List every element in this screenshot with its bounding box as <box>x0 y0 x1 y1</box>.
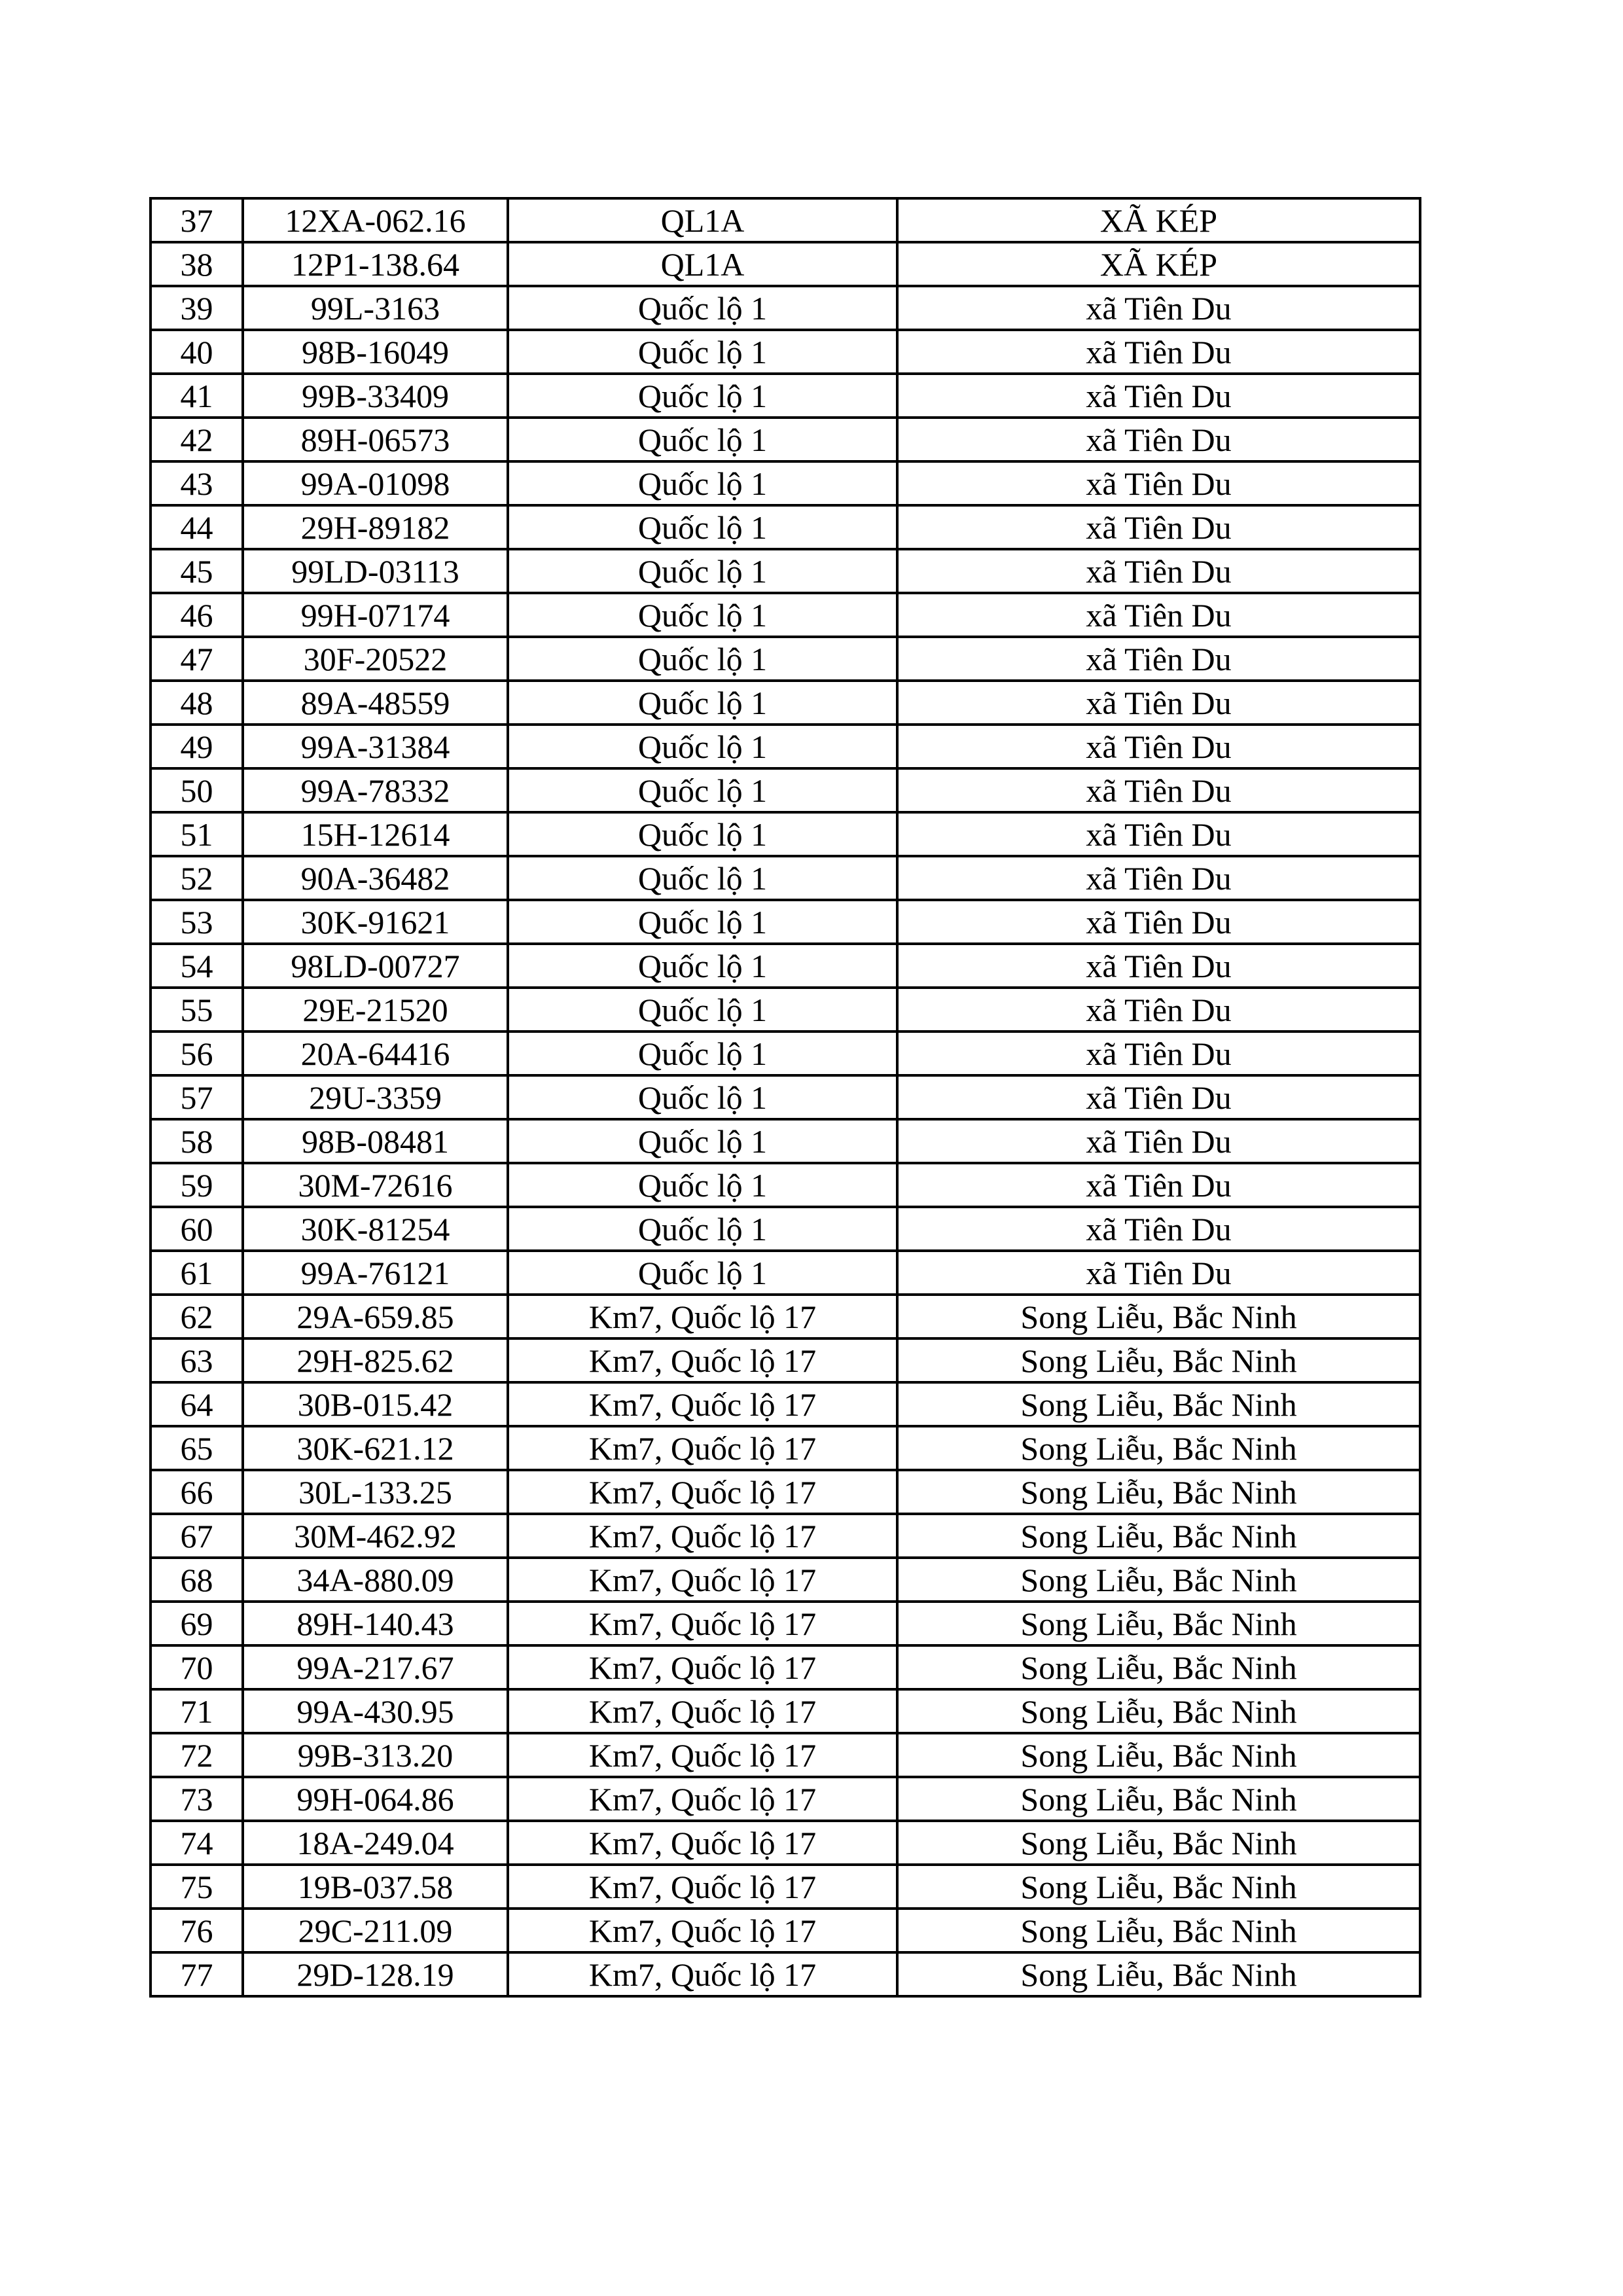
road-cell: Quốc lộ 1 <box>508 988 897 1031</box>
location-cell: xã Tiên Du <box>897 374 1420 418</box>
license-plate-cell: 98B-08481 <box>243 1119 508 1163</box>
table-row <box>151 549 1420 593</box>
road-cell: QL1A <box>508 242 897 286</box>
license-plate-cell: 99A-31384 <box>243 725 508 768</box>
road-cell: Km7, Quốc lộ 17 <box>508 1426 897 1470</box>
location-cell: Song Liễu, Bắc Ninh <box>897 1426 1420 1470</box>
location-cell: Song Liễu, Bắc Ninh <box>897 1338 1420 1382</box>
location-cell: xã Tiên Du <box>897 1163 1420 1207</box>
table-row <box>151 418 1420 461</box>
table-row <box>151 505 1420 549</box>
location-cell: xã Tiên Du <box>897 725 1420 768</box>
road-cell: Km7, Quốc lộ 17 <box>508 1295 897 1338</box>
license-plate-cell: 12P1-138.64 <box>243 242 508 286</box>
location-cell: xã Tiên Du <box>897 856 1420 900</box>
location-cell: Song Liễu, Bắc Ninh <box>897 1777 1420 1821</box>
license-plate-cell: 89H-140.43 <box>243 1602 508 1645</box>
table-row <box>151 1952 1420 1996</box>
location-cell: xã Tiên Du <box>897 593 1420 637</box>
table-row <box>151 1207 1420 1251</box>
license-plate-cell: 99LD-03113 <box>243 549 508 593</box>
row-number-cell: 54 <box>151 944 243 988</box>
row-number-cell: 40 <box>151 330 243 374</box>
location-cell: Song Liễu, Bắc Ninh <box>897 1295 1420 1338</box>
road-cell: QL1A <box>508 198 897 242</box>
license-plate-cell: 30K-91621 <box>243 900 508 944</box>
table-row <box>151 1645 1420 1689</box>
road-cell: Quốc lộ 1 <box>508 900 897 944</box>
location-cell: Song Liễu, Bắc Ninh <box>897 1382 1420 1426</box>
row-number-cell: 52 <box>151 856 243 900</box>
row-number-cell: 53 <box>151 900 243 944</box>
table-row <box>151 286 1420 330</box>
road-cell: Quốc lộ 1 <box>508 637 897 681</box>
license-plate-cell: 30K-621.12 <box>243 1426 508 1470</box>
license-plate-cell: 30L-133.25 <box>243 1470 508 1514</box>
location-cell: Song Liễu, Bắc Ninh <box>897 1865 1420 1909</box>
license-plate-cell: 98LD-00727 <box>243 944 508 988</box>
row-number-cell: 48 <box>151 681 243 725</box>
road-cell: Km7, Quốc lộ 17 <box>508 1514 897 1558</box>
location-cell: xã Tiên Du <box>897 461 1420 505</box>
table-row <box>151 1733 1420 1777</box>
road-cell: Km7, Quốc lộ 17 <box>508 1777 897 1821</box>
location-cell: XÃ KÉP <box>897 198 1420 242</box>
table-row <box>151 330 1420 374</box>
license-plate-cell: 30K-81254 <box>243 1207 508 1251</box>
license-plate-cell: 34A-880.09 <box>243 1558 508 1602</box>
row-number-cell: 76 <box>151 1909 243 1952</box>
table-row <box>151 1251 1420 1295</box>
road-cell: Quốc lộ 1 <box>508 1031 897 1075</box>
road-cell: Quốc lộ 1 <box>508 374 897 418</box>
row-number-cell: 56 <box>151 1031 243 1075</box>
license-plate-cell: 29H-89182 <box>243 505 508 549</box>
table-row <box>151 856 1420 900</box>
location-cell: xã Tiên Du <box>897 1207 1420 1251</box>
table-row <box>151 1865 1420 1909</box>
license-plate-cell: 30B-015.42 <box>243 1382 508 1426</box>
road-cell: Quốc lộ 1 <box>508 725 897 768</box>
location-cell: XÃ KÉP <box>897 242 1420 286</box>
license-plate-cell: 99A-01098 <box>243 461 508 505</box>
table-row <box>151 1426 1420 1470</box>
row-number-cell: 43 <box>151 461 243 505</box>
row-number-cell: 72 <box>151 1733 243 1777</box>
license-plate-cell: 18A-249.04 <box>243 1821 508 1865</box>
road-cell: Quốc lộ 1 <box>508 461 897 505</box>
license-plate-cell: 99A-78332 <box>243 768 508 812</box>
table-row <box>151 1909 1420 1952</box>
road-cell: Quốc lộ 1 <box>508 1075 897 1119</box>
location-cell: xã Tiên Du <box>897 330 1420 374</box>
location-cell: Song Liễu, Bắc Ninh <box>897 1602 1420 1645</box>
row-number-cell: 51 <box>151 812 243 856</box>
row-number-cell: 47 <box>151 637 243 681</box>
location-cell: Song Liễu, Bắc Ninh <box>897 1514 1420 1558</box>
license-plate-cell: 99A-76121 <box>243 1251 508 1295</box>
row-number-cell: 66 <box>151 1470 243 1514</box>
table-row <box>151 1031 1420 1075</box>
license-plate-cell: 99B-313.20 <box>243 1733 508 1777</box>
road-cell: Km7, Quốc lộ 17 <box>508 1909 897 1952</box>
table-row <box>151 374 1420 418</box>
table-row <box>151 461 1420 505</box>
row-number-cell: 60 <box>151 1207 243 1251</box>
location-cell: Song Liễu, Bắc Ninh <box>897 1909 1420 1952</box>
license-plate-cell: 20A-64416 <box>243 1031 508 1075</box>
road-cell: Quốc lộ 1 <box>508 330 897 374</box>
row-number-cell: 75 <box>151 1865 243 1909</box>
row-number-cell: 77 <box>151 1952 243 1996</box>
road-cell: Km7, Quốc lộ 17 <box>508 1645 897 1689</box>
table-row <box>151 1689 1420 1733</box>
location-cell: xã Tiên Du <box>897 681 1420 725</box>
road-cell: Quốc lộ 1 <box>508 1251 897 1295</box>
license-plate-cell: 15H-12614 <box>243 812 508 856</box>
table-row <box>151 198 1420 242</box>
license-plate-cell: 29A-659.85 <box>243 1295 508 1338</box>
row-number-cell: 70 <box>151 1645 243 1689</box>
license-plate-cell: 12XA-062.16 <box>243 198 508 242</box>
road-cell: Km7, Quốc lộ 17 <box>508 1865 897 1909</box>
location-cell: xã Tiên Du <box>897 418 1420 461</box>
location-cell: xã Tiên Du <box>897 1075 1420 1119</box>
row-number-cell: 59 <box>151 1163 243 1207</box>
row-number-cell: 57 <box>151 1075 243 1119</box>
location-cell: xã Tiên Du <box>897 1031 1420 1075</box>
license-plate-cell: 89H-06573 <box>243 418 508 461</box>
location-cell: xã Tiên Du <box>897 944 1420 988</box>
license-plate-cell: 99H-064.86 <box>243 1777 508 1821</box>
license-plate-cell: 30M-462.92 <box>243 1514 508 1558</box>
license-plate-cell: 89A-48559 <box>243 681 508 725</box>
road-cell: Quốc lộ 1 <box>508 1119 897 1163</box>
road-cell: Quốc lộ 1 <box>508 1163 897 1207</box>
row-number-cell: 73 <box>151 1777 243 1821</box>
table-row <box>151 900 1420 944</box>
row-number-cell: 67 <box>151 1514 243 1558</box>
row-number-cell: 42 <box>151 418 243 461</box>
location-cell: xã Tiên Du <box>897 812 1420 856</box>
location-cell: xã Tiên Du <box>897 637 1420 681</box>
table-row <box>151 1075 1420 1119</box>
license-plate-cell: 90A-36482 <box>243 856 508 900</box>
row-number-cell: 45 <box>151 549 243 593</box>
road-cell: Km7, Quốc lộ 17 <box>508 1689 897 1733</box>
row-number-cell: 69 <box>151 1602 243 1645</box>
road-cell: Km7, Quốc lộ 17 <box>508 1952 897 1996</box>
table-row <box>151 725 1420 768</box>
road-cell: Quốc lộ 1 <box>508 681 897 725</box>
row-number-cell: 61 <box>151 1251 243 1295</box>
license-plate-cell: 29U-3359 <box>243 1075 508 1119</box>
license-plate-cell: 99B-33409 <box>243 374 508 418</box>
license-plate-cell: 99L-3163 <box>243 286 508 330</box>
road-cell: Km7, Quốc lộ 17 <box>508 1382 897 1426</box>
location-cell: Song Liễu, Bắc Ninh <box>897 1952 1420 1996</box>
table-row <box>151 1777 1420 1821</box>
location-cell: Song Liễu, Bắc Ninh <box>897 1558 1420 1602</box>
row-number-cell: 41 <box>151 374 243 418</box>
road-cell: Quốc lộ 1 <box>508 856 897 900</box>
road-cell: Km7, Quốc lộ 17 <box>508 1470 897 1514</box>
road-cell: Quốc lộ 1 <box>508 549 897 593</box>
license-plate-cell: 19B-037.58 <box>243 1865 508 1909</box>
location-cell: Song Liễu, Bắc Ninh <box>897 1821 1420 1865</box>
table-row <box>151 812 1420 856</box>
table-row <box>151 768 1420 812</box>
location-cell: xã Tiên Du <box>897 286 1420 330</box>
license-plate-cell: 99H-07174 <box>243 593 508 637</box>
road-cell: Km7, Quốc lộ 17 <box>508 1558 897 1602</box>
row-number-cell: 39 <box>151 286 243 330</box>
license-plate-cell: 29C-211.09 <box>243 1909 508 1952</box>
location-cell: xã Tiên Du <box>897 768 1420 812</box>
location-cell: xã Tiên Du <box>897 1119 1420 1163</box>
row-number-cell: 50 <box>151 768 243 812</box>
table-row <box>151 1382 1420 1426</box>
row-number-cell: 68 <box>151 1558 243 1602</box>
license-plate-cell: 99A-430.95 <box>243 1689 508 1733</box>
table-row <box>151 681 1420 725</box>
row-number-cell: 37 <box>151 198 243 242</box>
row-number-cell: 62 <box>151 1295 243 1338</box>
location-cell: Song Liễu, Bắc Ninh <box>897 1689 1420 1733</box>
location-cell: xã Tiên Du <box>897 988 1420 1031</box>
road-cell: Quốc lộ 1 <box>508 768 897 812</box>
road-cell: Quốc lộ 1 <box>508 418 897 461</box>
table-row <box>151 1119 1420 1163</box>
road-cell: Km7, Quốc lộ 17 <box>508 1821 897 1865</box>
table-row <box>151 988 1420 1031</box>
row-number-cell: 71 <box>151 1689 243 1733</box>
table-row <box>151 593 1420 637</box>
row-number-cell: 63 <box>151 1338 243 1382</box>
table-body <box>151 198 1420 1996</box>
table-row <box>151 1514 1420 1558</box>
table-row <box>151 1338 1420 1382</box>
location-cell: Song Liễu, Bắc Ninh <box>897 1470 1420 1514</box>
location-cell: xã Tiên Du <box>897 900 1420 944</box>
table-row <box>151 944 1420 988</box>
table-row <box>151 637 1420 681</box>
row-number-cell: 44 <box>151 505 243 549</box>
location-cell: xã Tiên Du <box>897 1251 1420 1295</box>
location-cell: xã Tiên Du <box>897 549 1420 593</box>
location-cell: xã Tiên Du <box>897 505 1420 549</box>
license-plate-cell: 29H-825.62 <box>243 1338 508 1382</box>
row-number-cell: 49 <box>151 725 243 768</box>
table-row <box>151 1602 1420 1645</box>
row-number-cell: 58 <box>151 1119 243 1163</box>
road-cell: Km7, Quốc lộ 17 <box>508 1733 897 1777</box>
road-cell: Quốc lộ 1 <box>508 944 897 988</box>
location-cell: Song Liễu, Bắc Ninh <box>897 1645 1420 1689</box>
road-cell: Quốc lộ 1 <box>508 812 897 856</box>
row-number-cell: 55 <box>151 988 243 1031</box>
location-cell: Song Liễu, Bắc Ninh <box>897 1733 1420 1777</box>
row-number-cell: 74 <box>151 1821 243 1865</box>
license-plate-cell: 99A-217.67 <box>243 1645 508 1689</box>
row-number-cell: 46 <box>151 593 243 637</box>
license-plate-cell: 30M-72616 <box>243 1163 508 1207</box>
table-row <box>151 1470 1420 1514</box>
license-plate-cell: 30F-20522 <box>243 637 508 681</box>
road-cell: Km7, Quốc lộ 17 <box>508 1338 897 1382</box>
row-number-cell: 38 <box>151 242 243 286</box>
road-cell: Quốc lộ 1 <box>508 1207 897 1251</box>
road-cell: Quốc lộ 1 <box>508 505 897 549</box>
license-plate-cell: 29D-128.19 <box>243 1952 508 1996</box>
violations-table <box>149 197 1421 1998</box>
road-cell: Quốc lộ 1 <box>508 593 897 637</box>
table-row <box>151 1821 1420 1865</box>
row-number-cell: 65 <box>151 1426 243 1470</box>
license-plate-cell: 29E-21520 <box>243 988 508 1031</box>
table-row <box>151 1163 1420 1207</box>
road-cell: Quốc lộ 1 <box>508 286 897 330</box>
table-row <box>151 242 1420 286</box>
table-row <box>151 1558 1420 1602</box>
row-number-cell: 64 <box>151 1382 243 1426</box>
table-row <box>151 1295 1420 1338</box>
license-plate-cell: 98B-16049 <box>243 330 508 374</box>
road-cell: Km7, Quốc lộ 17 <box>508 1602 897 1645</box>
